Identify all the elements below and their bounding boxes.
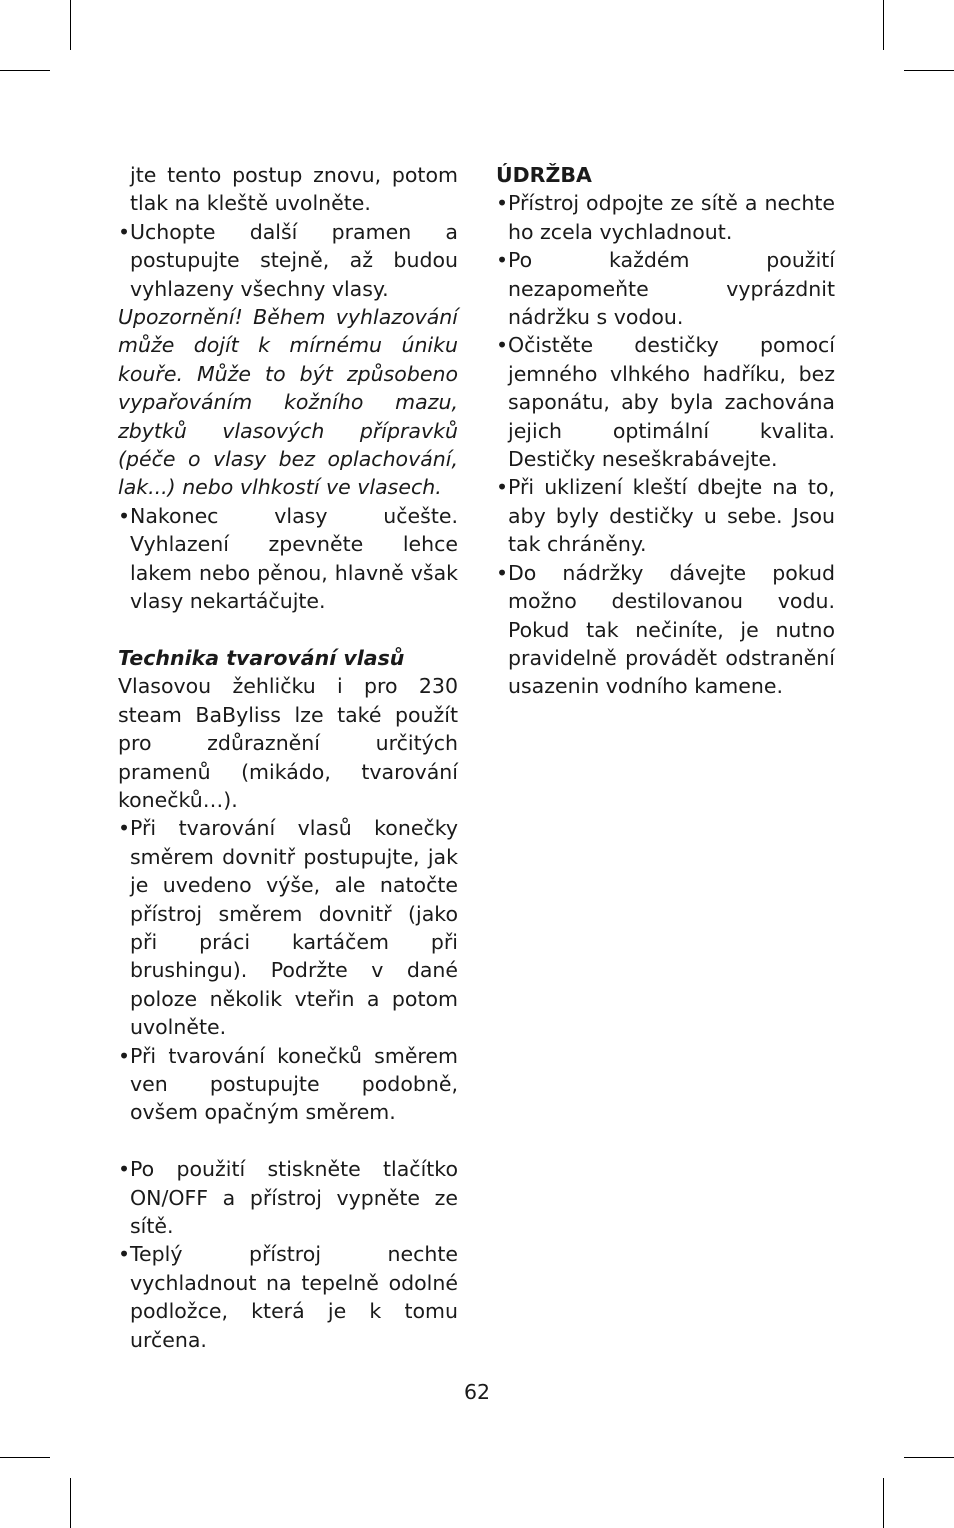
warning-note: Upozornění! Během vyhlazování může dojít k mírnému úniku kouře. Může to být způsobeno vypařováním kožního mazu, zbytků vlasových přípravků (péče o vlasy bez oplachování, lak...) nebo vlhkostí ve vlasech.: [118, 305, 458, 500]
crop-mark-top-left-v: [70, 0, 71, 50]
section-intro: Vlasovou žehličku i pro 230 steam BaByliss lze také použít pro zdůraznění určitých pramenů (mikádo, tvarování konečků…).: [118, 674, 458, 812]
crop-mark-bottom-left-v: [70, 1478, 71, 1528]
maintenance-heading: ÚDRŽBA: [496, 163, 592, 187]
crop-mark-bottom-right-h: [904, 1457, 954, 1458]
bullet-item: • Při tvarování konečků směrem ven postupujte podobně, ovšem opačným směrem.: [118, 1042, 458, 1127]
right-column: [496, 161, 835, 701]
crop-mark-bottom-left-h: [0, 1457, 50, 1458]
bullet-item: • Po použití stiskněte tlačítko ON/OFF a přístroj vypněte ze sítě.: [118, 1155, 458, 1240]
bullet-item: • Při uklizení kleští dbejte na to, aby byly destičky u sebe. Jsou tak chráněny.: [496, 473, 835, 558]
bullet-item: • Při tvarování vlasů konečky směrem dovnitř postupujte, jak je uvedeno výše, ale natočte přístroj směrem dovnitř (jako při práci kartáčem při brushingu). Podržte v dané poloze několik vteřin a potom uvolněte.: [118, 814, 458, 1041]
bullet-item: • Do nádržky dávejte pokud možno destilovanou vodu. Pokud tak nečiníte, je nutno pravidelně provádět odstranění usazenin vodního kamene.: [496, 559, 835, 701]
bullet-item: • Uchopte další pramen a postupujte stejně, až budou vyhlazeny všechny vlasy.: [118, 218, 458, 303]
section-title: Technika tvarování vlasů: [118, 645, 405, 670]
bullet-item: • Nakonec vlasy učešte. Vyhlazení zpevněte lehce lakem nebo pěnou, hlavně však vlasy nekartáčujte.: [118, 502, 458, 616]
bullet-item: • Teplý přístroj nechte vychladnout na tepelně odolné podložce, která je k tomu určena.: [118, 1240, 458, 1354]
crop-mark-bottom-right-v: [883, 1478, 884, 1528]
bullet-item: • Po každém použití nezapomeňte vyprázdnit nádržku s vodou.: [496, 246, 835, 331]
bullet-item: • Přístroj odpojte ze sítě a nechte ho zcela vychladnout.: [496, 189, 835, 246]
bullet-item: • Očistěte destičky pomocí jemného vlhkého hadříku, bez saponátu, aby byla zachována jejich optimální kvalita. Destičky neseškrabávejte.: [496, 331, 835, 473]
page-number: 62: [463, 1380, 491, 1404]
left-column: [118, 161, 458, 1354]
continuation-text: jte tento postup znovu, potom tlak na kleště uvolněte.: [130, 163, 458, 216]
crop-mark-top-right-v: [883, 0, 884, 50]
crop-mark-top-right-h: [904, 70, 954, 71]
crop-mark-top-left-h: [0, 70, 50, 71]
